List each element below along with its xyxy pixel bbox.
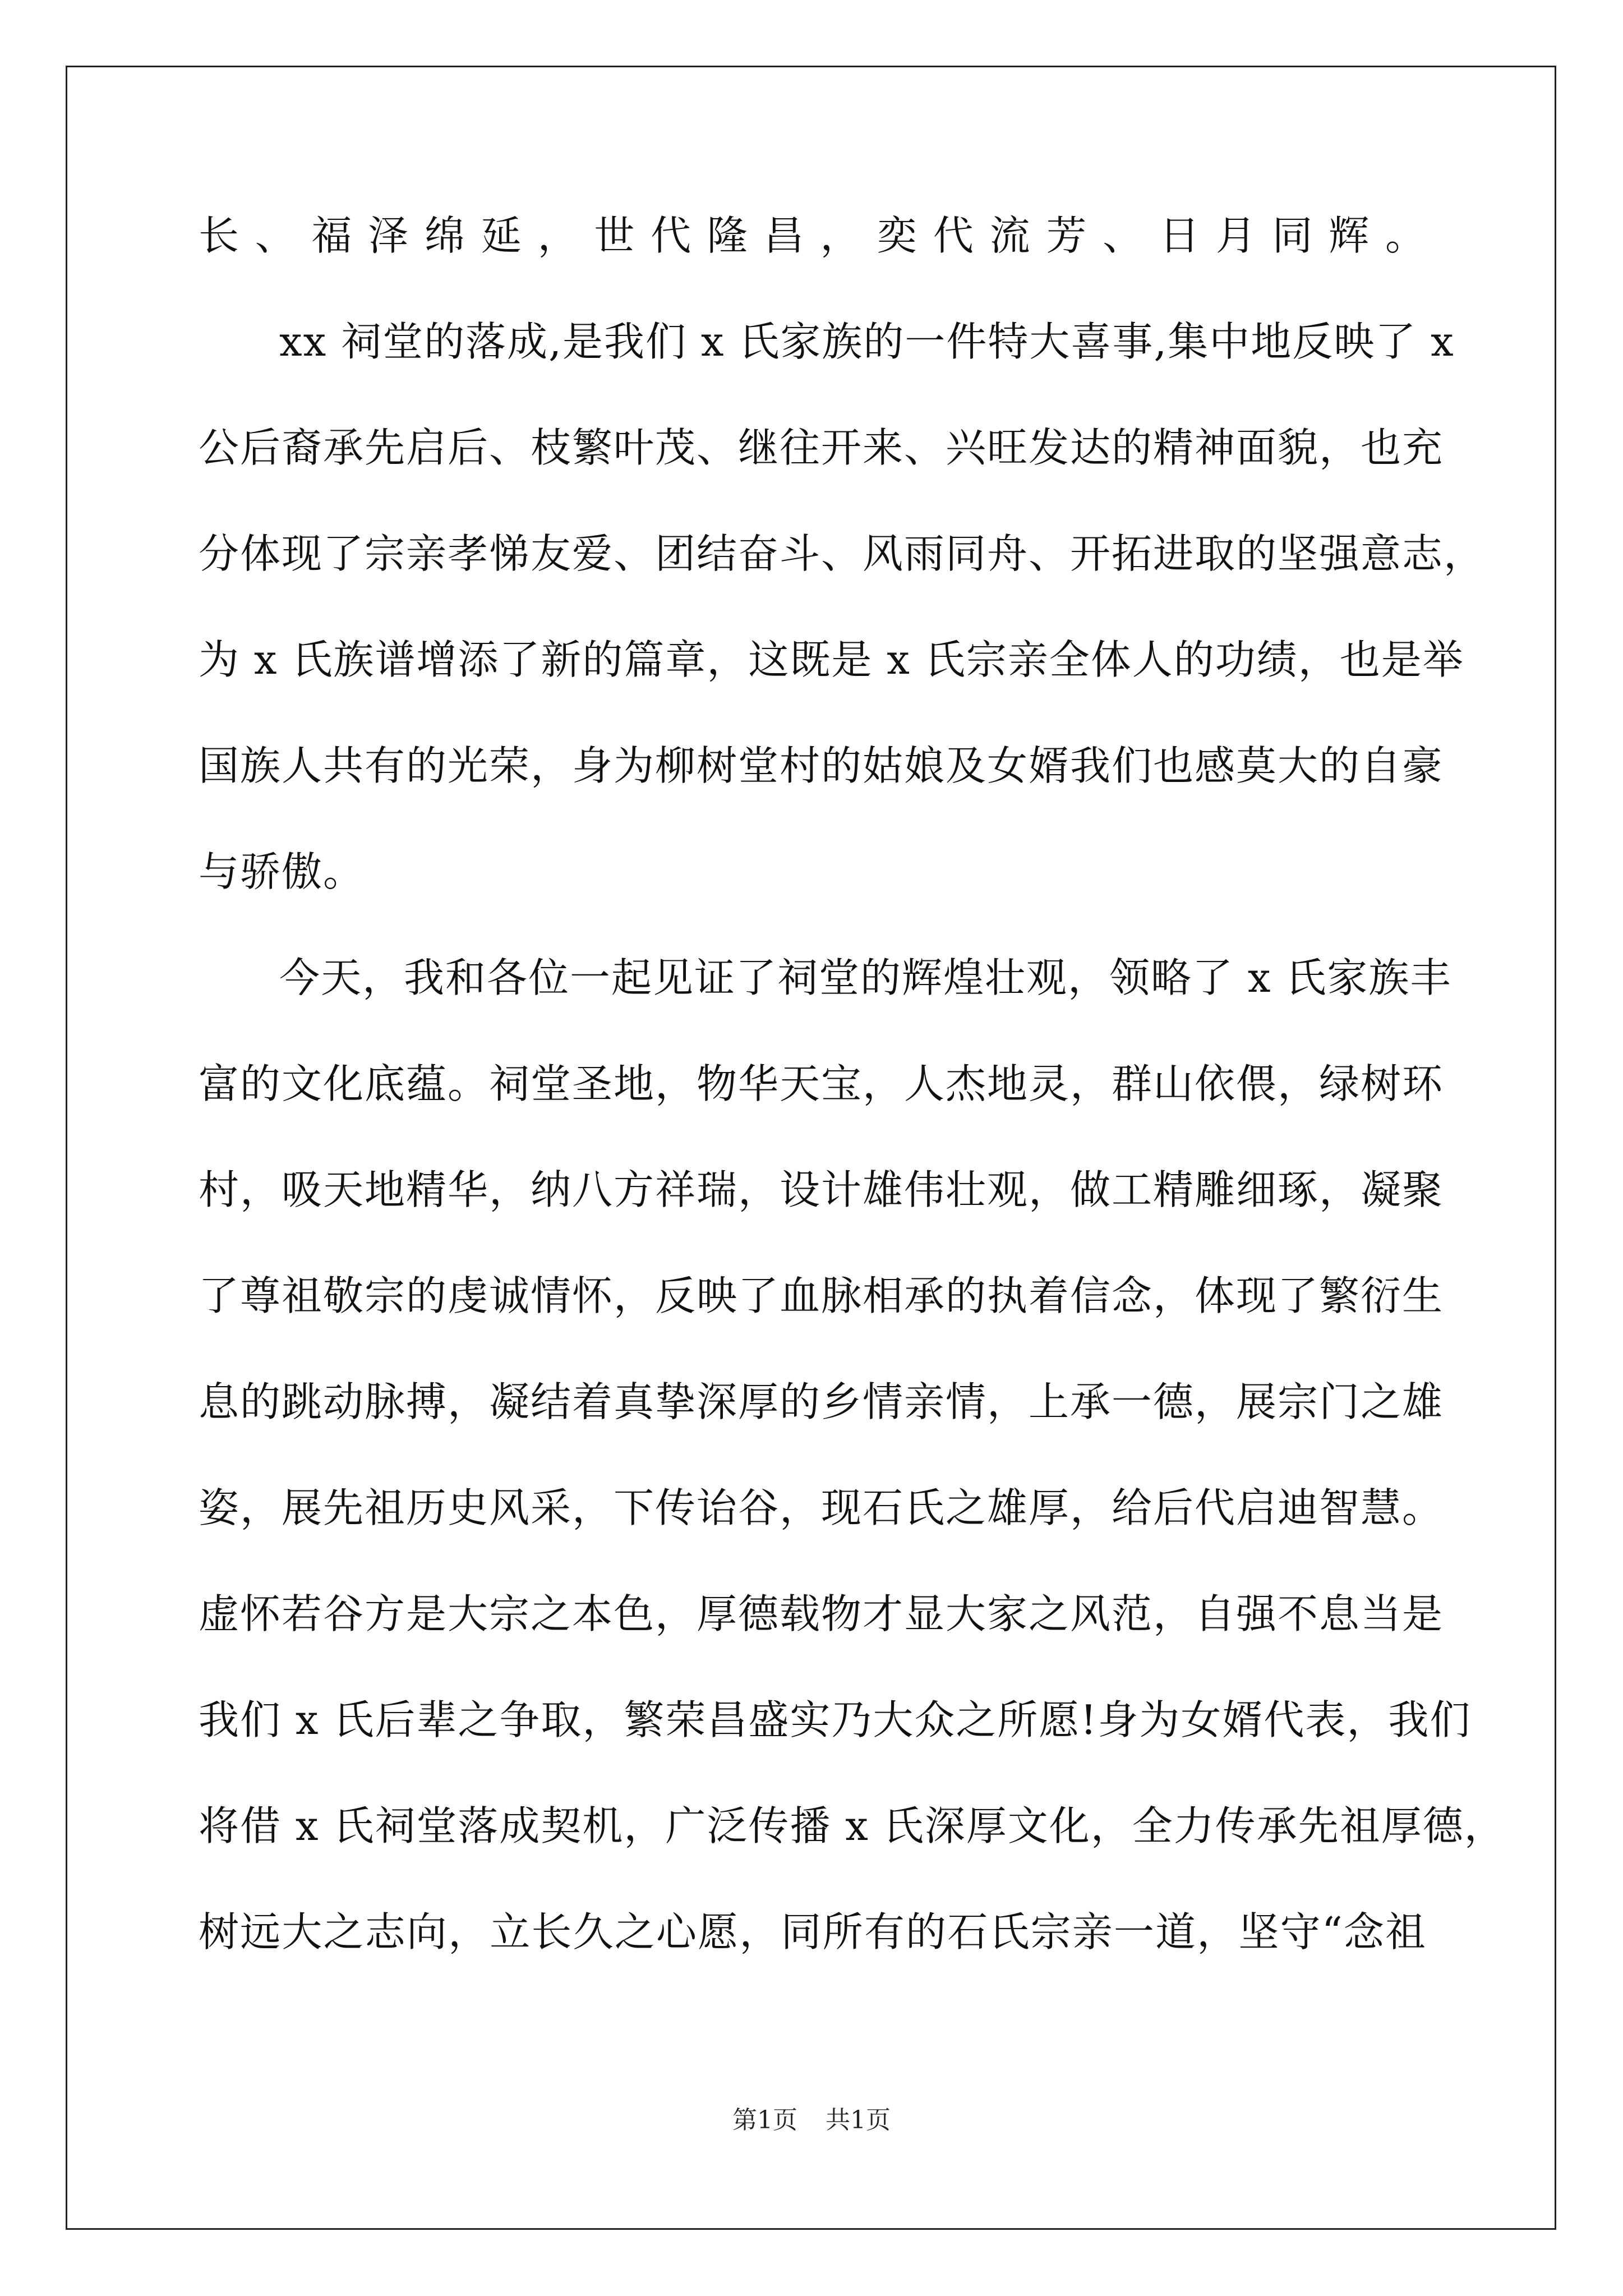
- page-total: 共1页: [826, 2106, 891, 2134]
- text-line: 树远大之志向，立长久之心愿，同所有的石氏宗亲一道，坚守“念祖: [199, 1908, 1427, 1955]
- text-line: 富的文化底蕴。祠堂圣地，物华天宝，人杰地灵，群山依偎，绿树环: [199, 1060, 1444, 1107]
- text-line: 公后裔承先启后、枝繁叶茂、继往开来、兴旺发达的精神面貌，也充: [199, 424, 1444, 471]
- text-line: 分体现了宗亲孝悌友爱、团结奋斗、风雨同舟、开拓进取的坚强意志，: [199, 530, 1486, 577]
- text-line: 息的跳动脉搏，凝结着真挚深厚的乡情亲情，上承一德，展宗门之雄: [199, 1378, 1444, 1425]
- text-line: 今天，我和各位一起见证了祠堂的辉煌壮观，领略了 x 氏家族丰: [279, 954, 1452, 1001]
- page-footer: [0, 2106, 1623, 2134]
- document-body: [199, 212, 1506, 2018]
- text-line: 姿，展先祖历史风采，下传诒谷，现石氏之雄厚，给后代启迪智慧。: [199, 1484, 1444, 1531]
- text-line: xx 祠堂的落成,是我们 x 氏家族的一件特大喜事,集中地反映了 x: [279, 318, 1455, 365]
- text-line: 虚怀若谷方是大宗之本色，厚德载物才显大家之风范，自强不息当是: [199, 1590, 1444, 1637]
- text-line: 将借 x 氏祠堂落成契机，广泛传播 x 氏深厚文化，全力传承先祖厚德，: [199, 1802, 1506, 1849]
- text-line: 国族人共有的光荣，身为柳树堂村的姑娘及女婿我们也感莫大的自豪: [199, 742, 1444, 789]
- text-line: 为 x 氏族谱增添了新的篇章，这既是 x 氏宗亲全体人的功绩，也是举: [199, 636, 1464, 683]
- text-line: 与骄傲。: [199, 848, 365, 895]
- text-line: 我们 x 氏后辈之争取，繁荣昌盛实乃大众之所愿!身为女婿代表，我们: [199, 1696, 1472, 1743]
- text-line: 长、福泽绵延，世代隆昌，奕代流芳、日月同辉。: [199, 212, 1427, 259]
- text-line: 村，吸天地精华，纳八方祥瑞，设计雄伟壮观，做工精雕细琢，凝聚: [199, 1166, 1444, 1213]
- page-number: 第1页: [732, 2106, 797, 2134]
- text-line: 了尊祖敬宗的虔诚情怀，反映了血脉相承的执着信念，体现了繁衍生: [199, 1272, 1444, 1319]
